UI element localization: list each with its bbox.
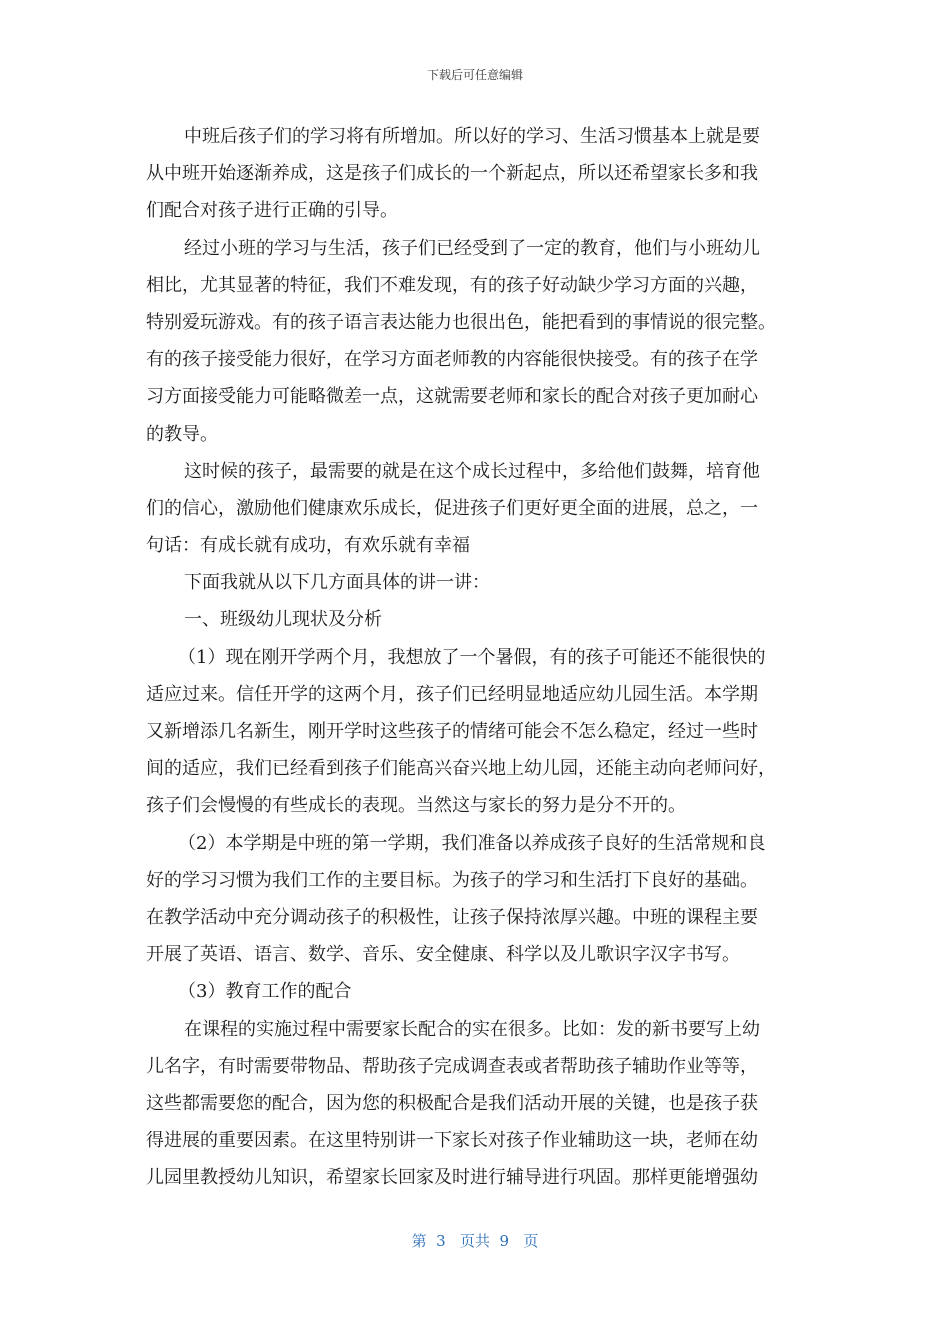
- text-line: 开展了英语、语言、数学、音乐、安全健康、科学以及儿歌识字汉字书写。: [146, 944, 740, 966]
- page-header: 下载后可任意编辑: [426, 68, 523, 82]
- text-line: 又新增添几名新生，刚开学时这些孩子的情绪可能会不怎么稳定，经过一些时: [146, 721, 758, 742]
- text-line: 句话：有成长就有成功，有欢乐就有幸福: [146, 535, 470, 557]
- text-line: 相比，尤其显著的特征，我们不难发现，有的孩子好动缺少学习方面的兴趣，: [146, 274, 758, 296]
- page-footer: 第 3 页共 9 页: [411, 1232, 539, 1250]
- text-line: 间的适应，我们已经看到孩子们能高兴奋兴地上幼儿园，还能主动向老师问好，: [146, 758, 776, 780]
- text-line: （2）本学期是中班的第一学期，我们准备以养成孩子良好的生活常规和良: [178, 832, 766, 854]
- section-heading: 一、班级幼儿现状及分析: [184, 609, 382, 631]
- text-line: 经过小班的学习与生活，孩子们已经受到了一定的教育，他们与小班幼儿: [184, 237, 760, 259]
- text-line: 这些都需要您的配合，因为您的积极配合是我们活动开展的关键，也是孩子获: [146, 1092, 758, 1114]
- text-line: （3）教育工作的配合: [178, 981, 352, 1003]
- text-line: （1）现在刚开学两个月，我想放了一个暑假，有的孩子可能还不能很快的: [178, 646, 766, 668]
- text-line: 儿园里教授幼儿知识，希望家长回家及时进行辅导进行巩固。那样更能增强幼: [146, 1167, 758, 1189]
- text-line: 们配合对孩子进行正确的引导。: [146, 200, 398, 222]
- text-line: 们的信心，激励他们健康欢乐成长，促进孩子们更好更全面的进展，总之，一: [146, 497, 758, 519]
- text-line: 中班后孩子们的学习将有所增加。所以好的学习、生活习惯基本上就是要: [184, 126, 760, 147]
- text-line: 儿名字，有时需要带物品、帮助孩子完成调查表或者帮助孩子辅助作业等等，: [146, 1055, 758, 1077]
- text-line: 孩子们会慢慢的有些成长的表现。当然这与家长的努力是分不开的。: [146, 795, 686, 817]
- text-line: 习方面接受能力可能略微差一点，这就需要老师和家长的配合对孩子更加耐心: [146, 386, 758, 408]
- text-line: 的教导。: [146, 423, 218, 445]
- text-line: 这时候的孩子，最需要的就是在这个成长过程中，多给他们鼓舞，培育他: [184, 460, 760, 482]
- body-text: [146, 118, 808, 1196]
- text-line: 好的学习习惯为我们工作的主要目标。为孩子的学习和生活打下良好的基础。: [146, 869, 758, 891]
- text-line: 有的孩子接受能力很好，在学习方面老师教的内容能很快接受。有的孩子在学: [146, 349, 758, 371]
- text-line: 得进展的重要因素。在这里特别讲一下家长对孩子作业辅助这一块，老师在幼: [146, 1130, 758, 1152]
- text-line: 从中班开始逐渐养成，这是孩子们成长的一个新起点，所以还希望家长多和我: [146, 163, 758, 185]
- text-line: 适应过来。信任开学的这两个月，孩子们已经明显地适应幼儿园生活。本学期: [146, 683, 758, 705]
- text-line: 下面我就从以下几方面具体的讲一讲：: [184, 572, 490, 594]
- text-line: 特别爱玩游戏。有的孩子语言表达能力也很出色，能把看到的事情说的很完整。: [146, 311, 776, 333]
- text-line: 在教学活动中充分调动孩子的积极性，让孩子保持浓厚兴趣。中班的课程主要: [146, 906, 758, 928]
- text-line: 在课程的实施过程中需要家长配合的实在很多。比如：发的新书要写上幼: [184, 1018, 760, 1040]
